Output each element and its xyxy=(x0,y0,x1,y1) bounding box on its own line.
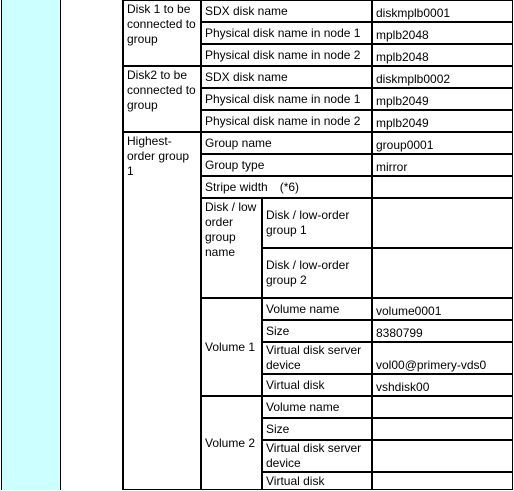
lowgroup1-field: Disk / low-order group 1 xyxy=(262,198,372,248)
disk1-label: Disk 1 to be connected to group xyxy=(123,0,201,66)
volume2-vdisk-field: Virtual disk xyxy=(262,472,372,490)
stripe-width-field: Stripe width (*6) xyxy=(201,176,372,198)
lowgroup2-field: Disk / low-order group 2 xyxy=(262,248,372,298)
disk2-node1-value[interactable]: mplb2049 xyxy=(372,88,513,110)
disk2-sdx-field: SDX disk name xyxy=(201,66,372,88)
volume2-size-field: Size xyxy=(262,418,372,440)
volume2-vds-value[interactable] xyxy=(372,440,513,472)
volume1-vdisk-value[interactable]: vshdisk00 xyxy=(372,374,513,396)
volume2-label: Volume 2 xyxy=(201,396,262,490)
disk1-node1-field: Physical disk name in node 1 xyxy=(201,22,372,44)
group-type-field: Group type xyxy=(201,154,372,176)
table-margin-column xyxy=(1,0,61,490)
group-name-value[interactable]: group0001 xyxy=(372,132,513,154)
volume1-label: Volume 1 xyxy=(201,298,262,396)
volume2-name-value[interactable] xyxy=(372,396,513,418)
disk1-node2-field: Physical disk name in node 2 xyxy=(201,44,372,66)
group1-label: Highest-order group 1 xyxy=(123,132,201,490)
disk1-node1-value[interactable]: mplb2048 xyxy=(372,22,513,44)
volume2-name-field: Volume name xyxy=(262,396,372,418)
table-blank-column xyxy=(61,0,123,490)
volume2-vdisk-value[interactable] xyxy=(372,472,513,490)
lowgroup1-value[interactable] xyxy=(372,198,513,248)
volume1-vds-value[interactable]: vol00@primery-vds0 xyxy=(372,342,513,374)
stripe-width-value[interactable] xyxy=(372,176,513,198)
volume1-size-value[interactable]: 8380799 xyxy=(372,320,513,342)
disk1-node2-value[interactable]: mplb2048 xyxy=(372,44,513,66)
disk2-label: Disk2 to be connected to group xyxy=(123,66,201,132)
volume2-vds-field: Virtual disk server device xyxy=(262,440,372,472)
group-type-value[interactable]: mirror xyxy=(372,154,513,176)
group-name-field: Group name xyxy=(201,132,372,154)
disk2-node1-field: Physical disk name in node 1 xyxy=(201,88,372,110)
volume1-vdisk-field: Virtual disk xyxy=(262,374,372,396)
volume1-name-field: Volume name xyxy=(262,298,372,320)
disk1-sdx-value[interactable]: diskmplb0001 xyxy=(372,0,513,22)
volume1-name-value[interactable]: volume0001 xyxy=(372,298,513,320)
volume1-size-field: Size xyxy=(262,320,372,342)
disk2-node2-value[interactable]: mplb2049 xyxy=(372,110,513,132)
disk1-sdx-field: SDX disk name xyxy=(201,0,372,22)
lowgroup2-value[interactable] xyxy=(372,248,513,298)
disk2-node2-field: Physical disk name in node 2 xyxy=(201,110,372,132)
lowgroup-label: Disk / low order group name xyxy=(201,198,262,298)
volume1-vds-field: Virtual disk server device xyxy=(262,342,372,374)
disk2-sdx-value[interactable]: diskmplb0002 xyxy=(372,66,513,88)
volume2-size-value[interactable] xyxy=(372,418,513,440)
